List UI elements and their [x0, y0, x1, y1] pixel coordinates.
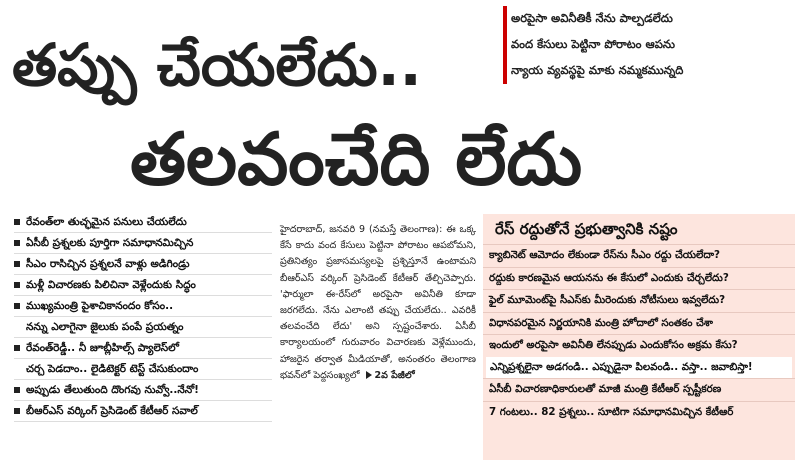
- qa-item: క్యాబినెట్ ఆమోదం లేకుండా రేస్‌ను సీఎం రద్దు చేయలేదా?: [483, 244, 795, 267]
- bullet-item: మళ్లీ విచారణకు పిలిచినా వెళ్లేందుకు సిద్ధం: [14, 275, 272, 296]
- qa-item: విధానపరమైన నిర్ణయానికి మంత్రి హోదాలో సంతకం చేశా: [483, 312, 795, 335]
- qa-item: 7 గంటలు.. 82 ప్రశ్నలు.. సూటిగా సమాధానమిచ్చిన కేటీఆర్: [483, 401, 795, 424]
- bullet-square-icon: [14, 240, 20, 246]
- arrow-right-icon: [366, 371, 372, 379]
- bullet-square-icon: [14, 408, 20, 414]
- subheadline-box: [503, 6, 793, 112]
- continued-reference[interactable]: 2వ పేజీలో: [366, 370, 415, 381]
- bullet-item-continued: చర్చ పెడదాం.. లైడిటెక్టర్ టెస్ట్ చేసుకుందాం: [14, 359, 272, 380]
- bullet-square-icon: [14, 261, 20, 267]
- bullet-square-icon: [14, 303, 20, 309]
- bullet-item: రేవంత్‌రెడ్డీ.. నీ జూబ్లీహిల్స్ ప్యాలెస్‌లో: [14, 338, 272, 359]
- subheadline-2: వంద కేసులు పెట్టినా పోరాటం ఆపను: [511, 37, 675, 51]
- bullet-item: ముఖ్యమంత్రి పైశాచికానందం కోసం..: [14, 296, 272, 317]
- bullet-item: రేవంత్‌లా తుచ్ఛమైన పనులు చేయలేదు: [14, 212, 272, 233]
- qa-item: ఫైల్ మూమెంట్‌పై సీఎస్‌కు మీరెందుకు నోటీసులు ఇవ్వలేదు?: [483, 289, 795, 312]
- bullet-item: అప్పుడు తేలుతుంది దొంగవు నువ్వో..నేనో!: [14, 380, 272, 401]
- qa-item-highlight: ఎన్నిప్రశ్నలైనా అడగండి.. ఎప్పుడైనా పిలవండి.. వస్తా.. జవాబిస్తా!: [486, 357, 792, 379]
- bullet-square-icon: [14, 387, 20, 393]
- qa-title: రేస్ రద్దుతోనే ప్రభుత్వానికి నష్టం: [495, 220, 678, 238]
- subheadline-3: న్యాయ వ్యవస్థపై మాకు నమ్మకమున్నది: [511, 63, 684, 77]
- bullet-item: ఏసీబీ ప్రశ్నలకు పూర్తిగా సమాధానమిచ్చిన: [14, 233, 272, 254]
- headline-line1: తప్పు చేయలేదు..: [12, 31, 422, 99]
- article-text: హైదరాబాద్, జనవరి 9 (నమస్తే తెలంగాణ): ఈ ఒక్క కేసే కాదు వంద కేసులు పెట్టినా పోరాటం ఆపబోమని, ప్రతినిత్యం ప్రజాసమస్యలపై ప్రశ్నిస్తూనే ఉంటామని బీఆర్ఎస్ వర్కింగ్ ప్రెసిడెంట్ కేటీఆర్ తేల్చిచెప్పారు. 'ఫార్ములా ఈ-రేస్‌లో అరపైసా అవినీతి కూడా జరగలేదు. నేను ఎలాంటి తప్పు చేయలేదు.. ఎవరికీ తలవంచేది లేదు' అని స్పష్టంచేశారు. ఏసీబీ కార్యాలయంలో గురువారం విచారణకు వెళ్లేముందు, హాజరైన తర్వాత మీడియాతో, అనంతరం తెలంగాణ భవన్‌లో పెద్దసంఖ్యలో: [280, 224, 476, 381]
- bullet-item: సీఎం రాసిచ్చిన ప్రశ్నలనే వాళ్లు అడిగిండ్రు: [14, 254, 272, 275]
- bullet-square-icon: [14, 219, 20, 225]
- article-body: [280, 222, 476, 384]
- bullet-item: బీఆర్ఎస్ వర్కింగ్ ప్రెసిడెంట్ కేటీఆర్ సవాల్: [14, 401, 272, 422]
- subheadline-1: అరపైసా అవినీతికీ నేను పాల్పడలేదు: [511, 11, 673, 25]
- bullet-square-icon: [14, 282, 20, 288]
- qa-box: [483, 214, 795, 460]
- bullet-square-icon: [14, 345, 20, 351]
- bullet-item-continued: నన్ను ఎలాగైనా జైలుకు పంపే ప్రయత్నం: [14, 317, 272, 338]
- qa-item: ఇందులో అరపైసా అవినీతి లేనప్పుడు ఎందుకోసం అక్రమ కేసు?: [483, 334, 795, 357]
- headline-line2: తలవంచేది లేదు: [130, 117, 583, 201]
- highlight-bullets: [14, 212, 272, 422]
- qa-item: రద్దుకు కారణమైన ఆయనను ఈ కేసులో ఎందుకు చేర్చలేదు?: [483, 267, 795, 290]
- qa-item: ఏసీబీ విచారణాధికారులతో మాజీ మంత్రి కేటీఆర్ స్పష్టీకరణ: [483, 378, 795, 401]
